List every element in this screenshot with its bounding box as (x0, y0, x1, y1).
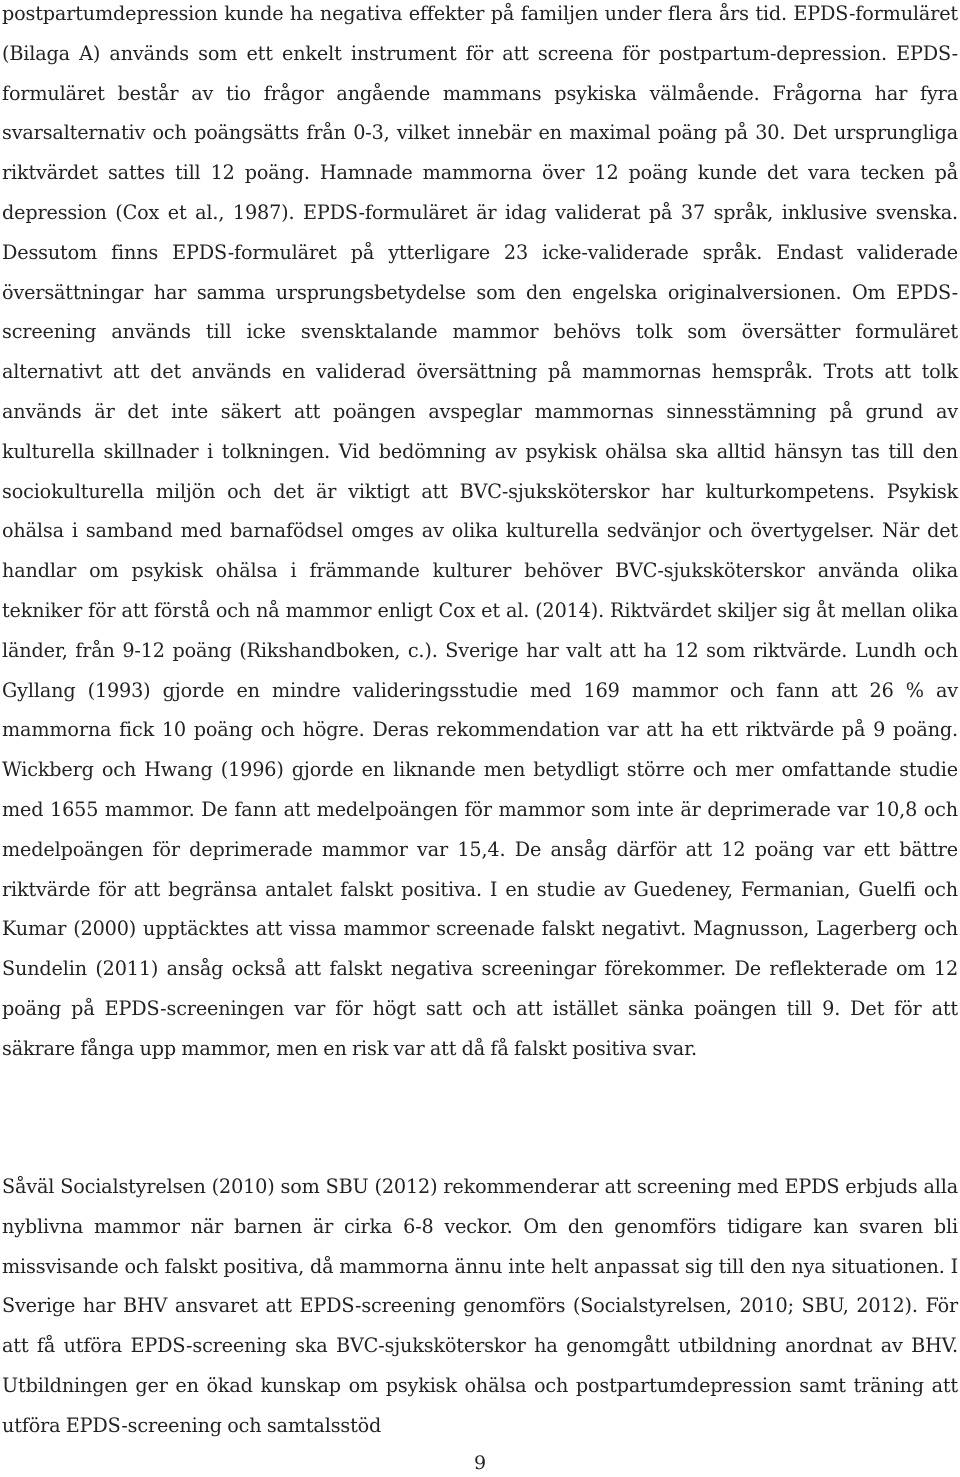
body-paragraph-2: Såväl Socialstyrelsen (2010) som SBU (2012) rekommenderar att screening med EPDS erbjuds alla nyblivna mammor när barnen är cirka 6-8 veckor. Om den genomförs tidigare kan svaren bli missvisande och falskt positiva, då mammorna ännu inte helt anpassat sig till den nya situationen. I Sverige har BHV ansvaret att EPDS-screening genomförs (Socialstyrelsen, 2010; SBU, 2012). För att få utföra EPDS-screening ska BVC-sjuksköterskor ha genomgått utbildning anordnat av BHV. Utbildningen ger en ökad kunskap om psykisk ohälsa och postpartumdepression samt träning att utföra EPDS-screening och samtalsstöd (2, 1175, 958, 1437)
body-paragraph-1: postpartumdepression kunde ha negativa effekter på familjen under flera års tid. EPDS-formuläret (Bilaga A) används som ett enkelt instrument för att screena för postpartum-depression. EPDS-formuläret består av tio frågor angående mammans psykiska välmående. Frågorna har fyra svarsalternativ och poängsätts från 0-3, vilket innebär en maximal poäng på 30. Det ursprungliga riktvärdet sattes till 12 poäng. Hamnade mammorna över 12 poäng kunde det vara tecken på depression (Cox et al., 1987). EPDS-formuläret är idag validerat på 37 språk, inklusive svenska. Dessutom finns EPDS-formuläret på ytterligare 23 icke-validerade språk. Endast validerade översättningar har samma ursprungsbetydelse som den engelska originalversionen. Om EPDS-screening används till icke svensktalande mammor behövs tolk som översätter formuläret alternativt att det används en validerad översättning på mammornas hemspråk. Trots att tolk används är det inte säkert att poängen avspeglar mammornas sinnesstämning på grund av kulturella skillnader i tolkningen. Vid bedömning av psykisk ohälsa ska alltid hänsyn tas till den sociokulturella miljön och det är viktigt att BVC-sjuksköterskor har kulturkompetens. Psykisk ohälsa i samband med barnafödsel omges av olika kulturella sedvänjor och övertygelser. När det handlar om psykisk ohälsa i främmande kulturer behöver BVC-sjuksköterskor använda olika tekniker för att förstå och nå mammor enligt Cox et al. (2014). Riktvärdet skiljer sig åt mellan olika länder, från 9-12 poäng (Rikshandboken, c.). Sverige har valt att ha 12 som riktvärde. Lundh och Gyllang (1993) gjorde en mindre valideringsstudie med 169 mammor och fann att 26 % av mammorna fick 10 poäng och högre. Deras rekommendation var att ha ett riktvärde på 9 poäng. Wickberg och Hwang (1996) gjorde en liknande men betydligt större och mer omfattande studie med 1655 mammor. De fann att medelpoängen för mammor som inte är deprimerade var 10,8 och medelpoängen för deprimerade mammor var 15,4. De ansåg därför att 12 poäng var ett bättre riktvärde för att begränsa antalet falskt positiva. I en studie av Guedeney, Fermanian, Guelfi och Kumar (2000) upptäcktes att vissa mammor screenade falskt negativt. Magnusson, Lagerberg och Sundelin (2011) ansåg också att falskt negativa screeningar förekommer. De reflekterade om 12 poäng på EPDS-screeningen var för högt satt och att istället sänka poängen till 9. Det för att säkrare fånga upp mammor, men en risk var att då få falskt positiva svar. (2, 2, 958, 1060)
page-number: 9 (473, 1452, 487, 1474)
